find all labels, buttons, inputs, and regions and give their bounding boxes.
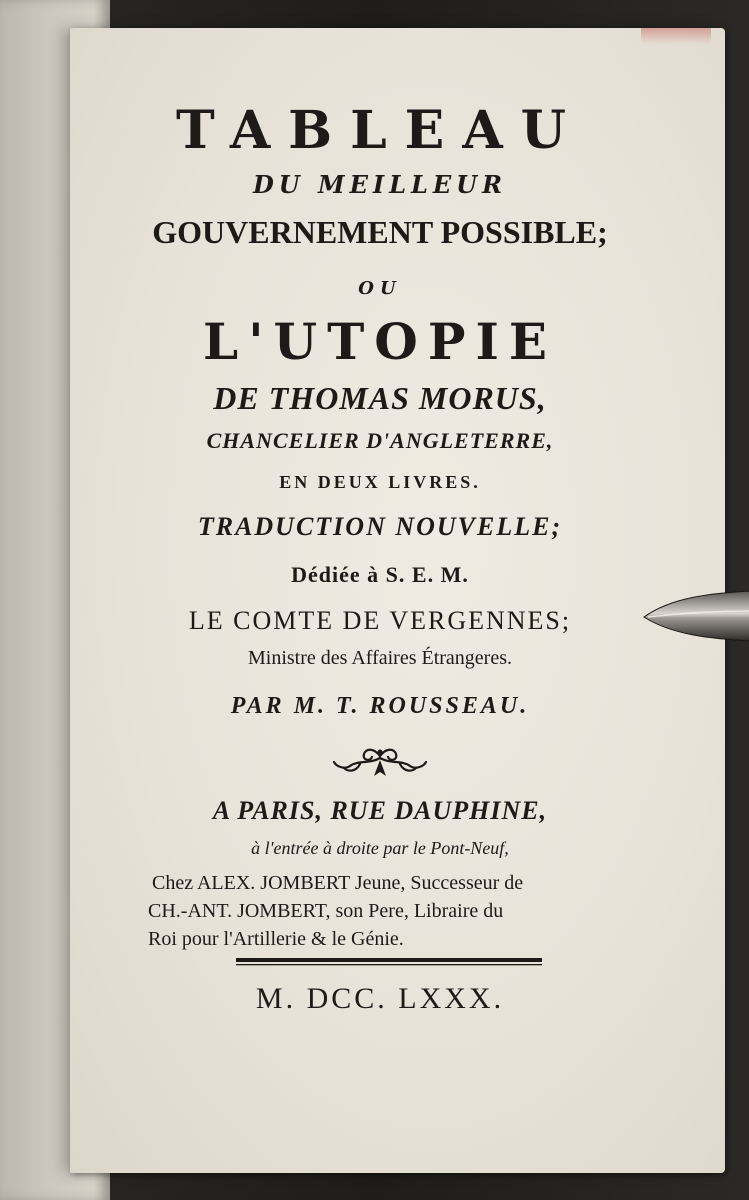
title-line-ministre: Ministre des Affaires Étrangeres. [248,647,512,669]
title-line-tableau: TABLEAU [175,100,585,161]
title-line-ou: OU [358,278,402,299]
title-line-dediee: Dédiée à S. E. M. [291,562,469,587]
imprint-publisher-line2: CH.-ANT. JOMBERT, son Pere, Libraire du [148,900,504,922]
title-line-utopie: L'UTOPIE [203,312,557,371]
bookmark-clip-icon [642,587,749,645]
page-stain [641,28,711,44]
imprint-publisher-line1: Chez ALEX. JOMBERT Jeune, Successeur de [152,872,524,894]
title-line-deux-livres: EN DEUX LIVRES. [279,472,481,492]
title-line-du-meilleur: DU MEILLEUR [252,170,508,199]
title-line-chancelier: CHANCELIER D'ANGLETERRE, [206,428,554,453]
publication-date: M. DCC. LXXX. [255,982,505,1015]
imprint-address-line: à l'entrée à droite par le Pont-Neuf, [251,838,509,858]
title-line-traduction: TRADUCTION NOUVELLE; [197,512,563,541]
imprint-publisher-line3: Roi pour l'Artillerie & le Génie. [148,928,404,950]
imprint-city-line: A PARIS, RUE DAUPHINE, [212,796,548,825]
title-line-thomas-morus: DE THOMAS MORUS, [213,380,547,416]
author-line: PAR M. T. ROUSSEAU. [230,693,530,719]
title-line-comte: LE COMTE DE VERGENNES; [188,606,572,635]
double-rule-divider [236,958,542,966]
title-line-gouvernement: GOUVERNEMENT POSSIBLE; [152,214,608,250]
printer-ornament-icon [330,742,430,782]
